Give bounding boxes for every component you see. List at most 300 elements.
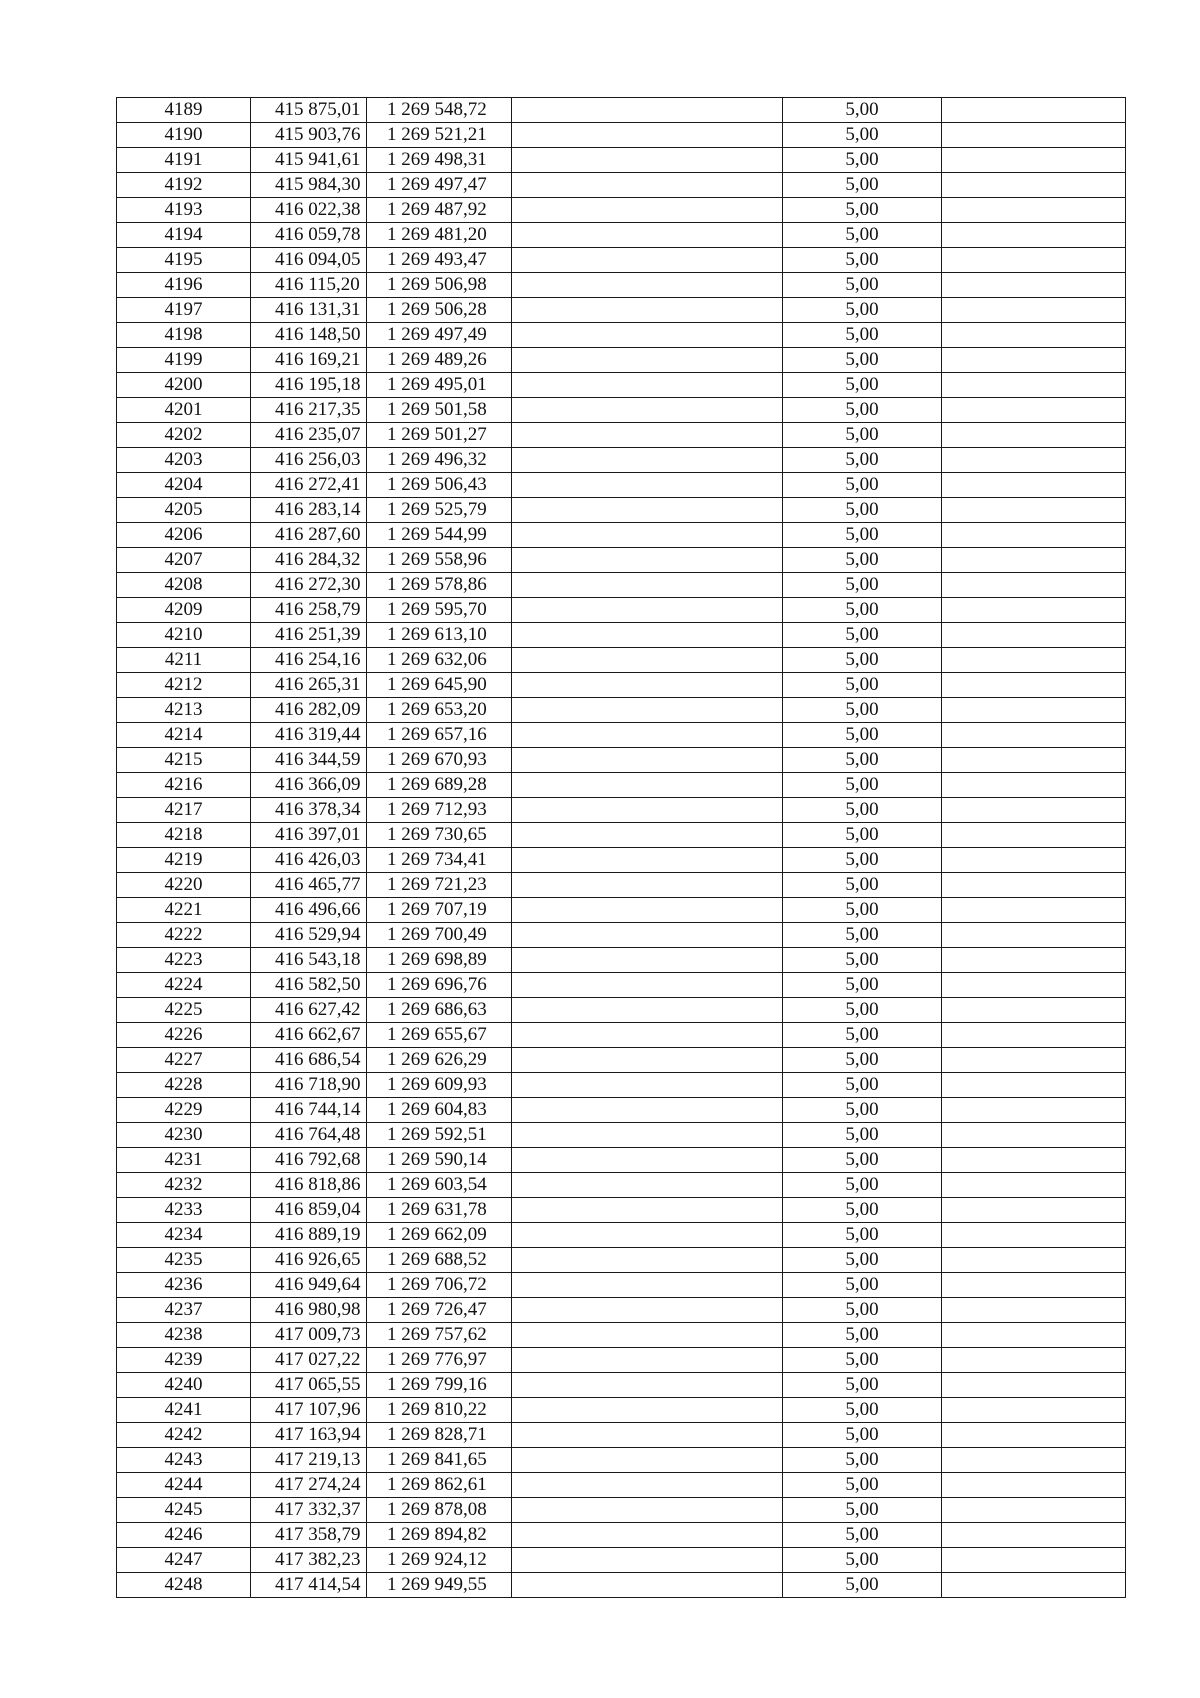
y-coordinate-cell: 1 269 878,08 bbox=[367, 1498, 512, 1523]
empty-cell bbox=[942, 698, 1126, 723]
empty-cell bbox=[512, 423, 783, 448]
empty-cell bbox=[942, 1398, 1126, 1423]
x-coordinate-cell: 416 662,67 bbox=[251, 1023, 367, 1048]
point-number-cell: 4200 bbox=[117, 373, 251, 398]
point-number-cell: 4230 bbox=[117, 1123, 251, 1148]
value-cell: 5,00 bbox=[783, 423, 942, 448]
value-cell: 5,00 bbox=[783, 1373, 942, 1398]
empty-cell bbox=[942, 723, 1126, 748]
value-cell: 5,00 bbox=[783, 398, 942, 423]
x-coordinate-cell: 415 903,76 bbox=[251, 123, 367, 148]
x-coordinate-cell: 417 358,79 bbox=[251, 1523, 367, 1548]
point-number-cell: 4225 bbox=[117, 998, 251, 1023]
empty-cell bbox=[512, 823, 783, 848]
table-row bbox=[117, 548, 1126, 573]
empty-cell bbox=[512, 148, 783, 173]
value-cell: 5,00 bbox=[783, 1273, 942, 1298]
x-coordinate-cell: 417 009,73 bbox=[251, 1323, 367, 1348]
empty-cell bbox=[512, 1323, 783, 1348]
point-number-cell: 4216 bbox=[117, 773, 251, 798]
empty-cell bbox=[942, 823, 1126, 848]
empty-cell bbox=[512, 448, 783, 473]
table-row bbox=[117, 773, 1126, 798]
empty-cell bbox=[942, 323, 1126, 348]
y-coordinate-cell: 1 269 706,72 bbox=[367, 1273, 512, 1298]
y-coordinate-cell: 1 269 721,23 bbox=[367, 873, 512, 898]
empty-cell bbox=[942, 98, 1126, 123]
y-coordinate-cell: 1 269 730,65 bbox=[367, 823, 512, 848]
x-coordinate-cell: 416 319,44 bbox=[251, 723, 367, 748]
x-coordinate-cell: 417 219,13 bbox=[251, 1448, 367, 1473]
point-number-cell: 4192 bbox=[117, 173, 251, 198]
value-cell: 5,00 bbox=[783, 823, 942, 848]
y-coordinate-cell: 1 269 696,76 bbox=[367, 973, 512, 998]
table-row bbox=[117, 248, 1126, 273]
table-row bbox=[117, 1273, 1126, 1298]
table-row bbox=[117, 1023, 1126, 1048]
empty-cell bbox=[512, 673, 783, 698]
point-number-cell: 4244 bbox=[117, 1473, 251, 1498]
table-row bbox=[117, 673, 1126, 698]
value-cell: 5,00 bbox=[783, 1448, 942, 1473]
y-coordinate-cell: 1 269 632,06 bbox=[367, 648, 512, 673]
table-row bbox=[117, 1323, 1126, 1348]
empty-cell bbox=[942, 998, 1126, 1023]
point-number-cell: 4220 bbox=[117, 873, 251, 898]
x-coordinate-cell: 417 107,96 bbox=[251, 1398, 367, 1423]
empty-cell bbox=[942, 648, 1126, 673]
x-coordinate-cell: 415 941,61 bbox=[251, 148, 367, 173]
value-cell: 5,00 bbox=[783, 1323, 942, 1348]
empty-cell bbox=[942, 223, 1126, 248]
point-number-cell: 4235 bbox=[117, 1248, 251, 1273]
empty-cell bbox=[942, 898, 1126, 923]
empty-cell bbox=[942, 1273, 1126, 1298]
table-row bbox=[117, 423, 1126, 448]
value-cell: 5,00 bbox=[783, 948, 942, 973]
point-number-cell: 4224 bbox=[117, 973, 251, 998]
empty-cell bbox=[942, 873, 1126, 898]
value-cell: 5,00 bbox=[783, 998, 942, 1023]
x-coordinate-cell: 416 251,39 bbox=[251, 623, 367, 648]
x-coordinate-cell: 416 718,90 bbox=[251, 1073, 367, 1098]
empty-cell bbox=[942, 523, 1126, 548]
y-coordinate-cell: 1 269 481,20 bbox=[367, 223, 512, 248]
y-coordinate-cell: 1 269 686,63 bbox=[367, 998, 512, 1023]
table-row bbox=[117, 198, 1126, 223]
empty-cell bbox=[512, 1573, 783, 1598]
empty-cell bbox=[512, 623, 783, 648]
empty-cell bbox=[512, 1548, 783, 1573]
y-coordinate-cell: 1 269 776,97 bbox=[367, 1348, 512, 1373]
y-coordinate-cell: 1 269 544,99 bbox=[367, 523, 512, 548]
table-row bbox=[117, 623, 1126, 648]
table-row bbox=[117, 1523, 1126, 1548]
empty-cell bbox=[512, 698, 783, 723]
table-row bbox=[117, 998, 1126, 1023]
x-coordinate-cell: 416 859,04 bbox=[251, 1198, 367, 1223]
empty-cell bbox=[512, 298, 783, 323]
x-coordinate-cell: 416 022,38 bbox=[251, 198, 367, 223]
value-cell: 5,00 bbox=[783, 673, 942, 698]
value-cell: 5,00 bbox=[783, 1348, 942, 1373]
empty-cell bbox=[942, 298, 1126, 323]
point-number-cell: 4245 bbox=[117, 1498, 251, 1523]
value-cell: 5,00 bbox=[783, 373, 942, 398]
value-cell: 5,00 bbox=[783, 298, 942, 323]
y-coordinate-cell: 1 269 590,14 bbox=[367, 1148, 512, 1173]
y-coordinate-cell: 1 269 506,43 bbox=[367, 473, 512, 498]
x-coordinate-cell: 416 272,30 bbox=[251, 573, 367, 598]
empty-cell bbox=[942, 1248, 1126, 1273]
point-number-cell: 4221 bbox=[117, 898, 251, 923]
empty-cell bbox=[942, 498, 1126, 523]
point-number-cell: 4227 bbox=[117, 1048, 251, 1073]
value-cell: 5,00 bbox=[783, 548, 942, 573]
y-coordinate-cell: 1 269 757,62 bbox=[367, 1323, 512, 1348]
x-coordinate-cell: 416 272,41 bbox=[251, 473, 367, 498]
value-cell: 5,00 bbox=[783, 1123, 942, 1148]
empty-cell bbox=[512, 398, 783, 423]
point-number-cell: 4194 bbox=[117, 223, 251, 248]
y-coordinate-cell: 1 269 578,86 bbox=[367, 573, 512, 598]
x-coordinate-cell: 416 169,21 bbox=[251, 348, 367, 373]
empty-cell bbox=[942, 473, 1126, 498]
empty-cell bbox=[942, 348, 1126, 373]
point-number-cell: 4218 bbox=[117, 823, 251, 848]
y-coordinate-cell: 1 269 810,22 bbox=[367, 1398, 512, 1423]
point-number-cell: 4203 bbox=[117, 448, 251, 473]
empty-cell bbox=[942, 1523, 1126, 1548]
y-coordinate-cell: 1 269 493,47 bbox=[367, 248, 512, 273]
x-coordinate-cell: 417 382,23 bbox=[251, 1548, 367, 1573]
value-cell: 5,00 bbox=[783, 1398, 942, 1423]
y-coordinate-cell: 1 269 894,82 bbox=[367, 1523, 512, 1548]
empty-cell bbox=[512, 348, 783, 373]
y-coordinate-cell: 1 269 604,83 bbox=[367, 1098, 512, 1123]
x-coordinate-cell: 416 366,09 bbox=[251, 773, 367, 798]
table-row bbox=[117, 523, 1126, 548]
x-coordinate-cell: 417 332,37 bbox=[251, 1498, 367, 1523]
y-coordinate-cell: 1 269 688,52 bbox=[367, 1248, 512, 1273]
x-coordinate-cell: 417 414,54 bbox=[251, 1573, 367, 1598]
table-row bbox=[117, 1173, 1126, 1198]
point-number-cell: 4229 bbox=[117, 1098, 251, 1123]
empty-cell bbox=[512, 548, 783, 573]
table-row bbox=[117, 948, 1126, 973]
y-coordinate-cell: 1 269 487,92 bbox=[367, 198, 512, 223]
empty-cell bbox=[512, 923, 783, 948]
point-number-cell: 4241 bbox=[117, 1398, 251, 1423]
y-coordinate-cell: 1 269 548,72 bbox=[367, 98, 512, 123]
empty-cell bbox=[512, 1498, 783, 1523]
value-cell: 5,00 bbox=[783, 1048, 942, 1073]
empty-cell bbox=[512, 123, 783, 148]
x-coordinate-cell: 416 465,77 bbox=[251, 873, 367, 898]
value-cell: 5,00 bbox=[783, 873, 942, 898]
y-coordinate-cell: 1 269 501,27 bbox=[367, 423, 512, 448]
point-number-cell: 4211 bbox=[117, 648, 251, 673]
value-cell: 5,00 bbox=[783, 923, 942, 948]
value-cell: 5,00 bbox=[783, 323, 942, 348]
empty-cell bbox=[942, 398, 1126, 423]
empty-cell bbox=[512, 1198, 783, 1223]
table-row bbox=[117, 1448, 1126, 1473]
point-number-cell: 4201 bbox=[117, 398, 251, 423]
empty-cell bbox=[512, 648, 783, 673]
x-coordinate-cell: 416 426,03 bbox=[251, 848, 367, 873]
table-row bbox=[117, 1298, 1126, 1323]
empty-cell bbox=[942, 248, 1126, 273]
point-number-cell: 4210 bbox=[117, 623, 251, 648]
table-row bbox=[117, 348, 1126, 373]
x-coordinate-cell: 416 378,34 bbox=[251, 798, 367, 823]
point-number-cell: 4199 bbox=[117, 348, 251, 373]
value-cell: 5,00 bbox=[783, 1573, 942, 1598]
point-number-cell: 4240 bbox=[117, 1373, 251, 1398]
empty-cell bbox=[942, 1373, 1126, 1398]
point-number-cell: 4214 bbox=[117, 723, 251, 748]
x-coordinate-cell: 416 926,65 bbox=[251, 1248, 367, 1273]
table-row bbox=[117, 1398, 1126, 1423]
y-coordinate-cell: 1 269 698,89 bbox=[367, 948, 512, 973]
empty-cell bbox=[512, 748, 783, 773]
value-cell: 5,00 bbox=[783, 248, 942, 273]
point-number-cell: 4191 bbox=[117, 148, 251, 173]
table-row bbox=[117, 1348, 1126, 1373]
empty-cell bbox=[942, 423, 1126, 448]
y-coordinate-cell: 1 269 712,93 bbox=[367, 798, 512, 823]
empty-cell bbox=[942, 1473, 1126, 1498]
table-row bbox=[117, 973, 1126, 998]
x-coordinate-cell: 416 094,05 bbox=[251, 248, 367, 273]
empty-cell bbox=[512, 1423, 783, 1448]
empty-cell bbox=[942, 1573, 1126, 1598]
empty-cell bbox=[512, 1348, 783, 1373]
empty-cell bbox=[512, 1523, 783, 1548]
value-cell: 5,00 bbox=[783, 1023, 942, 1048]
table-row bbox=[117, 173, 1126, 198]
value-cell: 5,00 bbox=[783, 898, 942, 923]
empty-cell bbox=[942, 173, 1126, 198]
empty-cell bbox=[512, 1223, 783, 1248]
table-row bbox=[117, 298, 1126, 323]
empty-cell bbox=[512, 598, 783, 623]
point-number-cell: 4196 bbox=[117, 273, 251, 298]
empty-cell bbox=[512, 1173, 783, 1198]
table-row bbox=[117, 1198, 1126, 1223]
point-number-cell: 4231 bbox=[117, 1148, 251, 1173]
table-row bbox=[117, 473, 1126, 498]
empty-cell bbox=[512, 1448, 783, 1473]
point-number-cell: 4248 bbox=[117, 1573, 251, 1598]
empty-cell bbox=[942, 548, 1126, 573]
y-coordinate-cell: 1 269 603,54 bbox=[367, 1173, 512, 1198]
empty-cell bbox=[942, 198, 1126, 223]
value-cell: 5,00 bbox=[783, 173, 942, 198]
point-number-cell: 4213 bbox=[117, 698, 251, 723]
y-coordinate-cell: 1 269 662,09 bbox=[367, 1223, 512, 1248]
value-cell: 5,00 bbox=[783, 1173, 942, 1198]
value-cell: 5,00 bbox=[783, 798, 942, 823]
x-coordinate-cell: 416 543,18 bbox=[251, 948, 367, 973]
empty-cell bbox=[512, 1073, 783, 1098]
y-coordinate-cell: 1 269 497,47 bbox=[367, 173, 512, 198]
value-cell: 5,00 bbox=[783, 223, 942, 248]
value-cell: 5,00 bbox=[783, 1298, 942, 1323]
empty-cell bbox=[512, 323, 783, 348]
empty-cell bbox=[512, 98, 783, 123]
y-coordinate-cell: 1 269 726,47 bbox=[367, 1298, 512, 1323]
x-coordinate-cell: 416 254,16 bbox=[251, 648, 367, 673]
table-row bbox=[117, 723, 1126, 748]
x-coordinate-cell: 416 217,35 bbox=[251, 398, 367, 423]
x-coordinate-cell: 416 258,79 bbox=[251, 598, 367, 623]
y-coordinate-cell: 1 269 521,21 bbox=[367, 123, 512, 148]
table-row bbox=[117, 1423, 1126, 1448]
y-coordinate-cell: 1 269 506,98 bbox=[367, 273, 512, 298]
y-coordinate-cell: 1 269 949,55 bbox=[367, 1573, 512, 1598]
point-number-cell: 4223 bbox=[117, 948, 251, 973]
point-number-cell: 4238 bbox=[117, 1323, 251, 1348]
value-cell: 5,00 bbox=[783, 1198, 942, 1223]
table-row bbox=[117, 923, 1126, 948]
point-number-cell: 4234 bbox=[117, 1223, 251, 1248]
empty-cell bbox=[942, 148, 1126, 173]
x-coordinate-cell: 416 889,19 bbox=[251, 1223, 367, 1248]
y-coordinate-cell: 1 269 626,29 bbox=[367, 1048, 512, 1073]
value-cell: 5,00 bbox=[783, 1098, 942, 1123]
value-cell: 5,00 bbox=[783, 473, 942, 498]
point-number-cell: 4207 bbox=[117, 548, 251, 573]
empty-cell bbox=[512, 1473, 783, 1498]
x-coordinate-cell: 416 764,48 bbox=[251, 1123, 367, 1148]
empty-cell bbox=[942, 948, 1126, 973]
empty-cell bbox=[942, 1098, 1126, 1123]
point-number-cell: 4198 bbox=[117, 323, 251, 348]
point-number-cell: 4215 bbox=[117, 748, 251, 773]
empty-cell bbox=[942, 1073, 1126, 1098]
point-number-cell: 4206 bbox=[117, 523, 251, 548]
value-cell: 5,00 bbox=[783, 598, 942, 623]
empty-cell bbox=[512, 523, 783, 548]
point-number-cell: 4236 bbox=[117, 1273, 251, 1298]
empty-cell bbox=[512, 573, 783, 598]
point-number-cell: 4226 bbox=[117, 1023, 251, 1048]
value-cell: 5,00 bbox=[783, 1523, 942, 1548]
table-row bbox=[117, 1148, 1126, 1173]
empty-cell bbox=[942, 798, 1126, 823]
table-row bbox=[117, 1048, 1126, 1073]
x-coordinate-cell: 416 265,31 bbox=[251, 673, 367, 698]
y-coordinate-cell: 1 269 689,28 bbox=[367, 773, 512, 798]
empty-cell bbox=[512, 1373, 783, 1398]
table-row bbox=[117, 823, 1126, 848]
empty-cell bbox=[942, 773, 1126, 798]
empty-cell bbox=[942, 448, 1126, 473]
value-cell: 5,00 bbox=[783, 1423, 942, 1448]
table-row bbox=[117, 123, 1126, 148]
empty-cell bbox=[942, 573, 1126, 598]
empty-cell bbox=[942, 1498, 1126, 1523]
empty-cell bbox=[512, 998, 783, 1023]
empty-cell bbox=[512, 373, 783, 398]
point-number-cell: 4217 bbox=[117, 798, 251, 823]
x-coordinate-cell: 416 256,03 bbox=[251, 448, 367, 473]
x-coordinate-cell: 417 163,94 bbox=[251, 1423, 367, 1448]
y-coordinate-cell: 1 269 655,67 bbox=[367, 1023, 512, 1048]
empty-cell bbox=[942, 123, 1126, 148]
table-row bbox=[117, 873, 1126, 898]
x-coordinate-cell: 416 287,60 bbox=[251, 523, 367, 548]
empty-cell bbox=[512, 848, 783, 873]
x-coordinate-cell: 416 949,64 bbox=[251, 1273, 367, 1298]
empty-cell bbox=[942, 1198, 1126, 1223]
table-row bbox=[117, 448, 1126, 473]
point-number-cell: 4193 bbox=[117, 198, 251, 223]
empty-cell bbox=[942, 373, 1126, 398]
value-cell: 5,00 bbox=[783, 623, 942, 648]
x-coordinate-cell: 415 984,30 bbox=[251, 173, 367, 198]
table-row bbox=[117, 1548, 1126, 1573]
empty-cell bbox=[512, 948, 783, 973]
y-coordinate-cell: 1 269 670,93 bbox=[367, 748, 512, 773]
y-coordinate-cell: 1 269 828,71 bbox=[367, 1423, 512, 1448]
value-cell: 5,00 bbox=[783, 348, 942, 373]
value-cell: 5,00 bbox=[783, 523, 942, 548]
x-coordinate-cell: 416 397,01 bbox=[251, 823, 367, 848]
empty-cell bbox=[512, 1123, 783, 1148]
x-coordinate-cell: 416 496,66 bbox=[251, 898, 367, 923]
table-row bbox=[117, 498, 1126, 523]
empty-cell bbox=[512, 1248, 783, 1273]
y-coordinate-cell: 1 269 501,58 bbox=[367, 398, 512, 423]
empty-cell bbox=[512, 798, 783, 823]
y-coordinate-cell: 1 269 862,61 bbox=[367, 1473, 512, 1498]
y-coordinate-cell: 1 269 924,12 bbox=[367, 1548, 512, 1573]
x-coordinate-cell: 416 980,98 bbox=[251, 1298, 367, 1323]
value-cell: 5,00 bbox=[783, 98, 942, 123]
table-row bbox=[117, 373, 1126, 398]
point-number-cell: 4219 bbox=[117, 848, 251, 873]
empty-cell bbox=[942, 1048, 1126, 1073]
point-number-cell: 4189 bbox=[117, 98, 251, 123]
x-coordinate-cell: 416 344,59 bbox=[251, 748, 367, 773]
x-coordinate-cell: 416 115,20 bbox=[251, 273, 367, 298]
y-coordinate-cell: 1 269 495,01 bbox=[367, 373, 512, 398]
empty-cell bbox=[942, 1448, 1126, 1473]
table-row bbox=[117, 148, 1126, 173]
y-coordinate-cell: 1 269 497,49 bbox=[367, 323, 512, 348]
y-coordinate-cell: 1 269 734,41 bbox=[367, 848, 512, 873]
y-coordinate-cell: 1 269 498,31 bbox=[367, 148, 512, 173]
x-coordinate-cell: 416 582,50 bbox=[251, 973, 367, 998]
point-number-cell: 4242 bbox=[117, 1423, 251, 1448]
empty-cell bbox=[942, 623, 1126, 648]
y-coordinate-cell: 1 269 558,96 bbox=[367, 548, 512, 573]
x-coordinate-cell: 416 235,07 bbox=[251, 423, 367, 448]
empty-cell bbox=[512, 1098, 783, 1123]
x-coordinate-cell: 416 059,78 bbox=[251, 223, 367, 248]
empty-cell bbox=[942, 1348, 1126, 1373]
empty-cell bbox=[512, 723, 783, 748]
y-coordinate-cell: 1 269 799,16 bbox=[367, 1373, 512, 1398]
y-coordinate-cell: 1 269 595,70 bbox=[367, 598, 512, 623]
value-cell: 5,00 bbox=[783, 273, 942, 298]
empty-cell bbox=[512, 1398, 783, 1423]
empty-cell bbox=[512, 248, 783, 273]
x-coordinate-cell: 416 686,54 bbox=[251, 1048, 367, 1073]
